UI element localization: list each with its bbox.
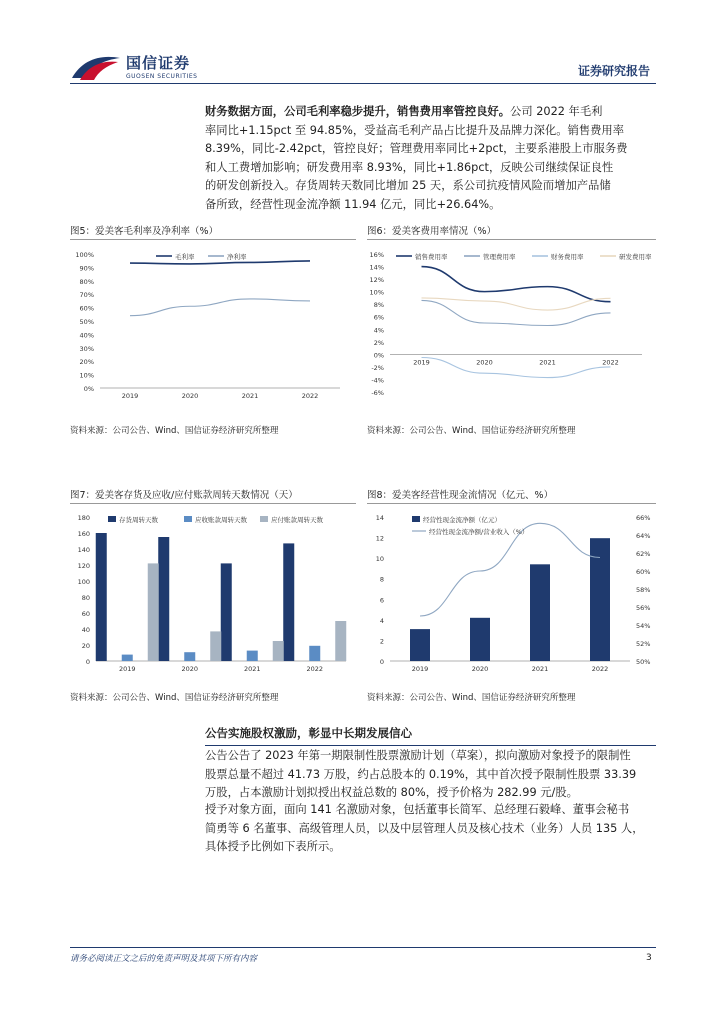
legend-swatch xyxy=(108,516,116,522)
bar xyxy=(309,646,320,661)
legend-label: 应收账款周转天数 xyxy=(195,516,247,524)
y-tick-label: 16% xyxy=(369,251,384,259)
footer-disclaimer: 请务必阅读正文之后的免责声明及其项下所有内容 xyxy=(70,954,258,964)
x-tick-label: 2022 xyxy=(301,392,319,400)
y2-tick-label: 60% xyxy=(636,568,651,576)
legend-label: 毛利率 xyxy=(175,253,195,261)
y-tick-label: 40% xyxy=(79,331,94,340)
y-tick-label: 180 xyxy=(77,514,90,522)
para-line: 率同比+1.15pct 至 94.85%，受益高毛利产品占比提升及品牌力深化。销售费用率 xyxy=(205,123,625,137)
x-tick-label: 2019 xyxy=(118,665,136,673)
y-tick-label: 70% xyxy=(79,291,94,300)
bar xyxy=(221,563,232,661)
legend-label: 净利率 xyxy=(227,253,247,261)
y-tick-label: 6% xyxy=(373,313,384,322)
x-tick-label: 2020 xyxy=(181,392,199,400)
para-line: 股票总量不超过 41.73 万股，约占总股本的 0.19%，其中首次授予限制性股票 33.39 xyxy=(205,767,637,781)
y-tick-label: 14 xyxy=(375,514,384,522)
fig8-title: 图8：爱美客经营性现金流情况（亿元、%） xyxy=(367,490,554,501)
y-tick-label: 10% xyxy=(369,288,384,297)
y2-tick-label: 54% xyxy=(636,622,651,630)
x-tick-label: 2020 xyxy=(181,665,199,673)
legend-label: 财务费用率 xyxy=(551,253,584,261)
fig6-rule xyxy=(367,239,656,240)
x-tick-label: 2020 xyxy=(476,358,493,367)
bar xyxy=(335,621,346,661)
fig7-rule xyxy=(70,503,356,504)
series-line xyxy=(420,523,600,616)
y-tick-label: 2% xyxy=(373,338,384,347)
incentive-paragraph-2 xyxy=(205,801,655,857)
bar xyxy=(158,537,169,661)
y-tick-label: 12% xyxy=(369,276,384,285)
bar xyxy=(96,533,107,661)
fig6-chart xyxy=(366,244,658,414)
x-tick-label: 2020 xyxy=(471,665,489,673)
legend-label: 管理费用率 xyxy=(483,253,516,261)
logo-mark-icon xyxy=(70,52,122,82)
para-line: 万股，占本激励计划拟授出权益总数的 80%，授予价格为 282.99 元/股。 xyxy=(205,786,578,799)
y-tick-label: -2% xyxy=(371,363,384,372)
bar xyxy=(470,618,490,661)
legend-swatch xyxy=(184,516,192,522)
para-line: 授予对象方面，面向 141 名激励对象，包括董事长简军、总经理石毅峰、董事会秘书 xyxy=(205,803,630,816)
y-tick-label: 100% xyxy=(75,251,94,259)
bar xyxy=(530,564,550,661)
series-line xyxy=(422,298,611,310)
x-tick-label: 2022 xyxy=(306,665,324,673)
y-tick-label: 4% xyxy=(373,326,384,335)
y-tick-label: 8% xyxy=(373,301,384,310)
x-tick-label: 2021 xyxy=(531,665,549,673)
guosen-logo xyxy=(70,52,200,84)
bar xyxy=(148,563,159,661)
fig7-chart xyxy=(68,507,358,677)
y-tick-label: 0 xyxy=(379,658,384,666)
para-line: 备所致，经营性现金流净额 11.94 亿元，同比+26.64%。 xyxy=(205,197,501,211)
y-tick-label: 120 xyxy=(77,562,90,570)
y2-tick-label: 56% xyxy=(636,604,651,612)
y-tick-label: 6 xyxy=(379,596,384,605)
logo-en: GUOSEN SECURITIES xyxy=(126,73,198,80)
fig7-title: 图7：爱美客存货及应收/应付账款周转天数情况（天） xyxy=(70,490,298,501)
y-tick-label: 60% xyxy=(79,304,94,313)
bar xyxy=(283,543,294,661)
series-line xyxy=(130,261,310,264)
x-tick-label: 2021 xyxy=(243,665,261,673)
series-line xyxy=(422,300,611,325)
legend-label: 经营性现金流净额（亿元） xyxy=(423,516,501,524)
y-tick-label: 80 xyxy=(81,594,90,602)
y-tick-label: -6% xyxy=(371,389,384,397)
fig8-chart xyxy=(366,507,658,677)
fig6-source: 资料来源：公司公告、Wind、国信证券经济研究所整理 xyxy=(367,426,576,436)
y-tick-label: 90% xyxy=(79,264,94,273)
legend-swatch xyxy=(260,516,268,522)
legend-label: 研发费用率 xyxy=(619,253,652,261)
page-number: 3 xyxy=(646,953,652,963)
fig5-title: 图5：爱美客毛利率及净利率（%） xyxy=(70,226,219,237)
y-tick-label: -4% xyxy=(371,376,384,385)
legend-label: 应付账款周转天数 xyxy=(271,516,323,524)
bar xyxy=(273,641,284,661)
fig8-source: 资料来源：公司公告、Wind、国信证券经济研究所整理 xyxy=(367,693,576,703)
y-tick-label: 30% xyxy=(79,344,94,353)
bar xyxy=(210,631,221,661)
series-line xyxy=(422,358,611,378)
section-rule xyxy=(205,745,656,746)
y-tick-label: 20% xyxy=(79,358,94,367)
legend-label: 存货周转天数 xyxy=(119,516,158,524)
y-tick-label: 140 xyxy=(77,546,90,554)
para-lead-tail: 公司 2022 年毛利 xyxy=(510,105,603,118)
para-line: 的研发创新投入。存货周转天数同比增加 25 天，系公司抗疫情风险而增加产品储 xyxy=(205,179,611,192)
legend-label: 销售费用率 xyxy=(415,253,448,261)
legend-swatch xyxy=(412,516,420,522)
y-tick-label: 0% xyxy=(373,351,384,360)
logo-cn: 国信证券 xyxy=(126,54,191,72)
bar xyxy=(247,651,258,661)
x-tick-label: 2019 xyxy=(411,665,429,673)
y-tick-label: 10% xyxy=(79,371,94,380)
fig6-title: 图6：爱美客费用率情况（%） xyxy=(367,226,497,237)
y-tick-label: 2 xyxy=(379,637,384,646)
para-line: 8.39%，同比-2.42pct，管控良好；管理费用率同比+2pct，主要系港股上市服务费 xyxy=(205,142,628,155)
x-tick-label: 2019 xyxy=(413,358,430,367)
finance-paragraph xyxy=(205,103,655,214)
x-tick-label: 2022 xyxy=(602,358,619,367)
footer-rule xyxy=(70,947,656,948)
y-tick-label: 50% xyxy=(79,318,94,326)
para-line: 和人工费增加影响；研发费用率 8.93%，同比+1.86pct，反映公司继续保证良性 xyxy=(205,160,614,174)
fig5-chart xyxy=(68,244,358,414)
x-tick-label: 2021 xyxy=(241,392,259,400)
x-tick-label: 2022 xyxy=(591,665,609,673)
y-tick-label: 60 xyxy=(81,610,90,618)
y-tick-label: 80% xyxy=(79,277,94,286)
y2-tick-label: 62% xyxy=(636,550,651,558)
fig5-rule xyxy=(70,239,356,240)
report-type: 证券研究报告 xyxy=(578,64,651,78)
y2-tick-label: 52% xyxy=(636,640,651,648)
y-tick-label: 0 xyxy=(85,658,90,666)
y2-tick-label: 66% xyxy=(636,514,651,522)
fig8-rule xyxy=(367,503,656,504)
y-tick-label: 40 xyxy=(81,626,90,634)
series-line xyxy=(422,267,611,302)
y-tick-label: 20 xyxy=(81,642,90,650)
para-line: 简勇等 6 名董事、高级管理人员，以及中层管理人员及核心技术（业务）人员 135 人， xyxy=(205,821,644,835)
incentive-paragraph-1 xyxy=(205,747,655,803)
legend-label: 经营性现金流净额/营业收入（%） xyxy=(429,528,529,536)
y-tick-label: 4 xyxy=(379,616,384,625)
y-tick-label: 160 xyxy=(77,530,90,538)
y-tick-label: 8 xyxy=(379,575,384,584)
y-tick-label: 10 xyxy=(375,555,384,564)
para-line: 公告公告了 2023 年第一期限制性股票激励计划（草案），拟向激励对象授予的限制性 xyxy=(205,749,631,762)
para-line: 具体授予比例如下表所示。 xyxy=(205,840,341,853)
bar xyxy=(410,629,430,661)
y-tick-label: 14% xyxy=(369,263,384,272)
header-rule xyxy=(70,83,656,84)
para-lead: 财务数据方面，公司毛利率稳步提升，销售费用率管控良好。 xyxy=(205,105,511,118)
fig7-source: 资料来源：公司公告、Wind、国信证券经济研究所整理 xyxy=(70,693,279,703)
y2-tick-label: 58% xyxy=(636,586,651,594)
y2-tick-label: 64% xyxy=(636,532,651,540)
y-tick-label: 12 xyxy=(375,534,384,543)
bar xyxy=(184,652,195,661)
bar xyxy=(122,655,133,661)
series-line xyxy=(130,299,310,316)
y-tick-label: 100 xyxy=(77,578,90,586)
section-title: 公告实施股权激励，彰显中长期发展信心 xyxy=(205,726,412,740)
y-tick-label: 0% xyxy=(83,385,94,393)
fig5-source: 资料来源：公司公告、Wind、国信证券经济研究所整理 xyxy=(70,426,279,436)
x-tick-label: 2019 xyxy=(121,392,139,400)
y2-tick-label: 50% xyxy=(636,658,651,666)
x-tick-label: 2021 xyxy=(539,358,556,367)
